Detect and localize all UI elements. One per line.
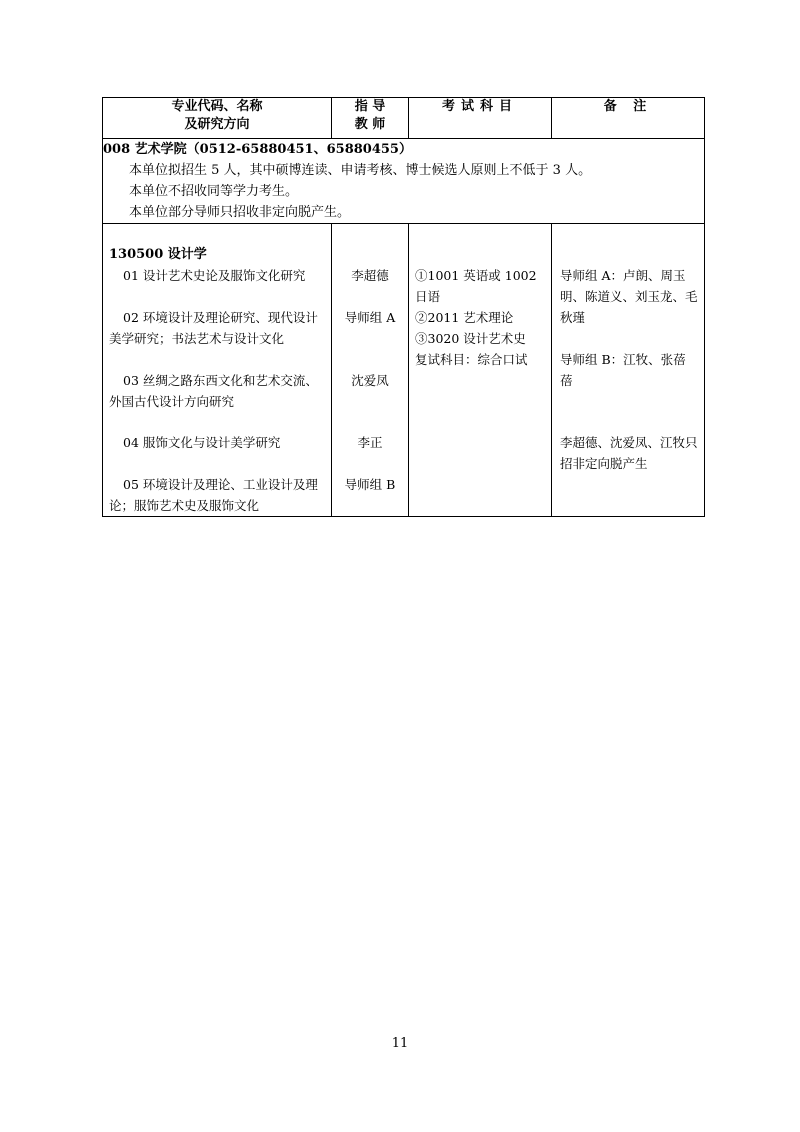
exam-subject: ①1001 英语或 1002 日语 xyxy=(415,268,537,304)
unit-title: 008 艺术学院（0512-65880451、65880455） xyxy=(103,142,412,157)
advisor-name: 导师组 A xyxy=(344,310,396,325)
major-title: 130500 设计学 xyxy=(109,247,207,262)
research-direction: 02 环境设计及理论研究、现代设计美学研究；书法艺术与设计文化 xyxy=(109,310,318,346)
advisor-name: 李超德 xyxy=(351,268,389,283)
remarks-cell xyxy=(552,224,705,517)
research-direction: 03 丝绸之路东西文化和艺术交流、外国古代设计方向研究 xyxy=(109,373,318,409)
header-major: 专业代码、名称 及研究方向 xyxy=(103,98,332,139)
remark: 导师组 A：卢朗、周玉明、陈道义、刘玉龙、毛秋瑾 xyxy=(560,268,698,325)
unit-note: 本单位部分导师只招收非定向脱产生。 xyxy=(129,205,351,220)
advisor-name: 沈爱凤 xyxy=(351,373,389,388)
exam-subject: ②2011 艺术理论 xyxy=(415,310,514,325)
unit-info-cell xyxy=(103,139,705,224)
major-row xyxy=(103,224,705,517)
unit-note: 本单位拟招生 5 人，其中硕博连读、申请考核、博士候选人原则上不低于 3 人。 xyxy=(129,163,592,178)
major-directions-cell xyxy=(103,224,332,517)
exam-subject: ③3020 设计艺术史 xyxy=(415,331,526,346)
remark: 李超德、沈爱凤、江牧只招非定向脱产生 xyxy=(560,435,698,471)
advisors-cell xyxy=(332,224,409,517)
exams-cell xyxy=(409,224,552,517)
advisor-name: 李正 xyxy=(357,435,383,450)
enrollment-table xyxy=(102,97,705,517)
page-number: 11 xyxy=(391,1036,409,1051)
research-direction: 01 设计艺术史论及服饰文化研究 xyxy=(123,268,306,283)
research-direction: 04 服饰文化与设计美学研究 xyxy=(123,435,281,450)
remark: 导师组 B：江牧、张蓓蓓 xyxy=(560,352,686,388)
research-direction: 05 环境设计及理论、工业设计及理论；服饰艺术史及服饰文化 xyxy=(109,477,318,513)
header-row xyxy=(103,98,705,139)
header-advisor: 指 导 教 师 xyxy=(332,98,409,139)
advisor-name: 导师组 B xyxy=(344,477,396,492)
header-exam: 考试科目 xyxy=(409,98,552,139)
unit-info-row xyxy=(103,139,705,224)
retest-subject: 复试科目：综合口试 xyxy=(415,352,528,367)
unit-note: 本单位不招收同等学力考生。 xyxy=(129,184,299,199)
header-remark: 备 注 xyxy=(552,98,705,139)
